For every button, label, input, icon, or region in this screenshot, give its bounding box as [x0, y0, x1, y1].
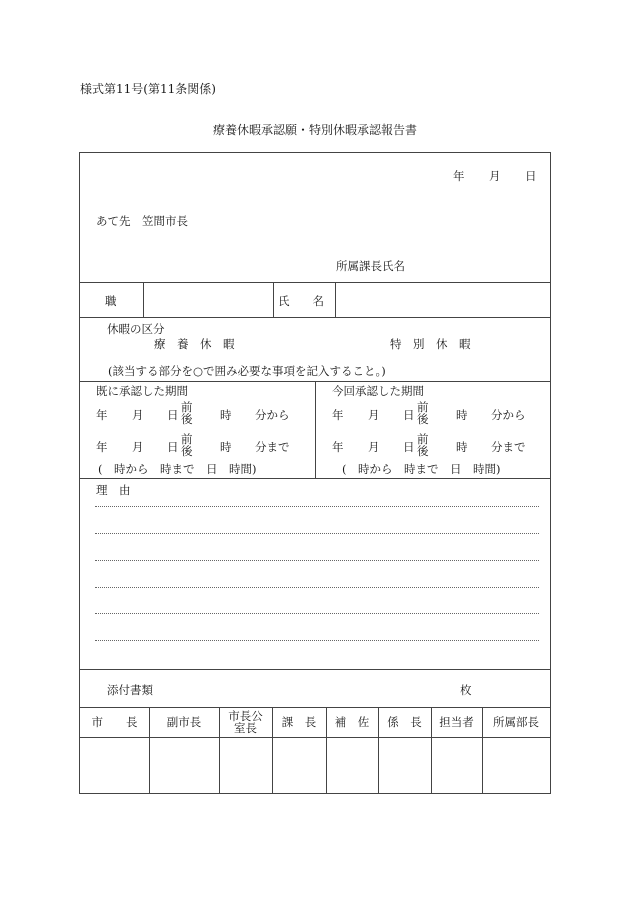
- leave-option-medical[interactable]: 療 養 休 暇: [154, 337, 235, 351]
- current-from-month: 月: [368, 408, 380, 422]
- previous-from-hour: 時: [220, 408, 232, 422]
- current-period-title: 今回承認した期間: [332, 384, 424, 398]
- current-to-day: 日: [403, 440, 415, 454]
- previous-from-day: 日: [167, 408, 179, 422]
- approver-assistant-header: 補 佐: [334, 715, 370, 729]
- reason-line: [95, 587, 539, 588]
- reason-line: [95, 640, 539, 641]
- approver-staff-seal-box[interactable]: [432, 737, 481, 793]
- date-year-label: 年: [453, 169, 465, 183]
- approver-subsection-chief-seal-box[interactable]: [379, 737, 430, 793]
- divider: [80, 478, 550, 479]
- previous-from-minute: 分から: [255, 408, 290, 422]
- current-to-hour: 時: [456, 440, 468, 454]
- position-label: 職: [105, 294, 117, 308]
- divider: [80, 669, 550, 670]
- approver-mayors-office-head-line1: 市長公: [228, 709, 263, 723]
- leave-type-label: 休暇の区分: [107, 322, 165, 336]
- leave-option-special[interactable]: 特 別 休 暇: [390, 337, 471, 351]
- previous-from-pm[interactable]: 後: [181, 412, 193, 426]
- previous-from-year: 年: [96, 408, 108, 422]
- name-field[interactable]: [336, 283, 550, 317]
- current-from-minute: 分から: [491, 408, 526, 422]
- previous-to-am[interactable]: 前: [181, 432, 193, 446]
- current-to-year: 年: [332, 440, 344, 454]
- approver-mayor-header: 市 長: [91, 715, 138, 729]
- divider: [315, 381, 316, 478]
- current-period-summary: ( 時から 時まで 日 時間): [342, 462, 501, 476]
- approver-department-director-seal-box[interactable]: [483, 737, 549, 793]
- approver-assistant-seal-box[interactable]: [327, 737, 377, 793]
- previous-period-title: 既に承認した期間: [96, 384, 188, 398]
- form-frame: [79, 152, 551, 794]
- reason-line: [95, 533, 539, 534]
- document-title: 療養休暇承認願・特別休暇承認報告書: [212, 123, 417, 137]
- reason-line: [95, 613, 539, 614]
- approver-section-chief-seal-box[interactable]: [273, 737, 325, 793]
- name-label: 氏 名: [278, 294, 324, 308]
- previous-period-summary: ( 時から 時まで 日 時間): [98, 462, 257, 476]
- approver-mayor-seal-box[interactable]: [81, 737, 148, 793]
- current-from-hour: 時: [456, 408, 468, 422]
- position-field[interactable]: [144, 283, 273, 317]
- previous-to-minute: 分まで: [255, 440, 290, 454]
- previous-from-am[interactable]: 前: [181, 400, 193, 414]
- approver-deputy-mayor-seal-box[interactable]: [150, 737, 218, 793]
- reason-line: [95, 506, 539, 507]
- attachments-label: 添付書類: [107, 683, 153, 697]
- reason-line: [95, 560, 539, 561]
- current-from-year: 年: [332, 408, 344, 422]
- approver-mayors-office-head-line2: 室長: [234, 721, 257, 735]
- applicant-label: 所属課長氏名: [336, 259, 405, 273]
- current-from-am[interactable]: 前: [417, 400, 429, 414]
- addressee: あて先 笠間市長: [96, 214, 188, 228]
- approver-section-chief-header: 課 長: [281, 715, 317, 729]
- approver-mayors-office-head-seal-box[interactable]: [220, 737, 271, 793]
- current-from-day: 日: [403, 408, 415, 422]
- divider: [273, 282, 274, 317]
- approver-deputy-mayor-header: 副市長: [166, 715, 202, 729]
- reason-label: 理 由: [96, 483, 131, 497]
- approver-department-director-header: 所属部長: [493, 715, 539, 729]
- attachments-unit: 枚: [460, 683, 472, 697]
- previous-to-year: 年: [96, 440, 108, 454]
- current-to-minute: 分まで: [491, 440, 526, 454]
- approver-subsection-chief-header: 係 長: [387, 715, 422, 729]
- previous-to-month: 月: [132, 440, 144, 454]
- approver-staff-header: 担当者: [439, 715, 474, 729]
- approver-mayors-office-head-header: [219, 707, 272, 737]
- current-to-pm[interactable]: 後: [417, 444, 429, 458]
- current-to-am[interactable]: 前: [417, 432, 429, 446]
- date-month-label: 月: [489, 169, 501, 183]
- current-to-month: 月: [368, 440, 380, 454]
- divider: [80, 317, 550, 318]
- previous-to-hour: 時: [220, 440, 232, 454]
- current-from-pm[interactable]: 後: [417, 412, 429, 426]
- date-day-label: 日: [525, 169, 537, 183]
- previous-to-day: 日: [167, 440, 179, 454]
- previous-from-month: 月: [132, 408, 144, 422]
- previous-to-pm[interactable]: 後: [181, 444, 193, 458]
- form-number: 様式第11号(第11条関係): [80, 82, 216, 96]
- leave-instruction: (該当する部分を○で囲み必要な事項を記入すること。): [108, 364, 386, 378]
